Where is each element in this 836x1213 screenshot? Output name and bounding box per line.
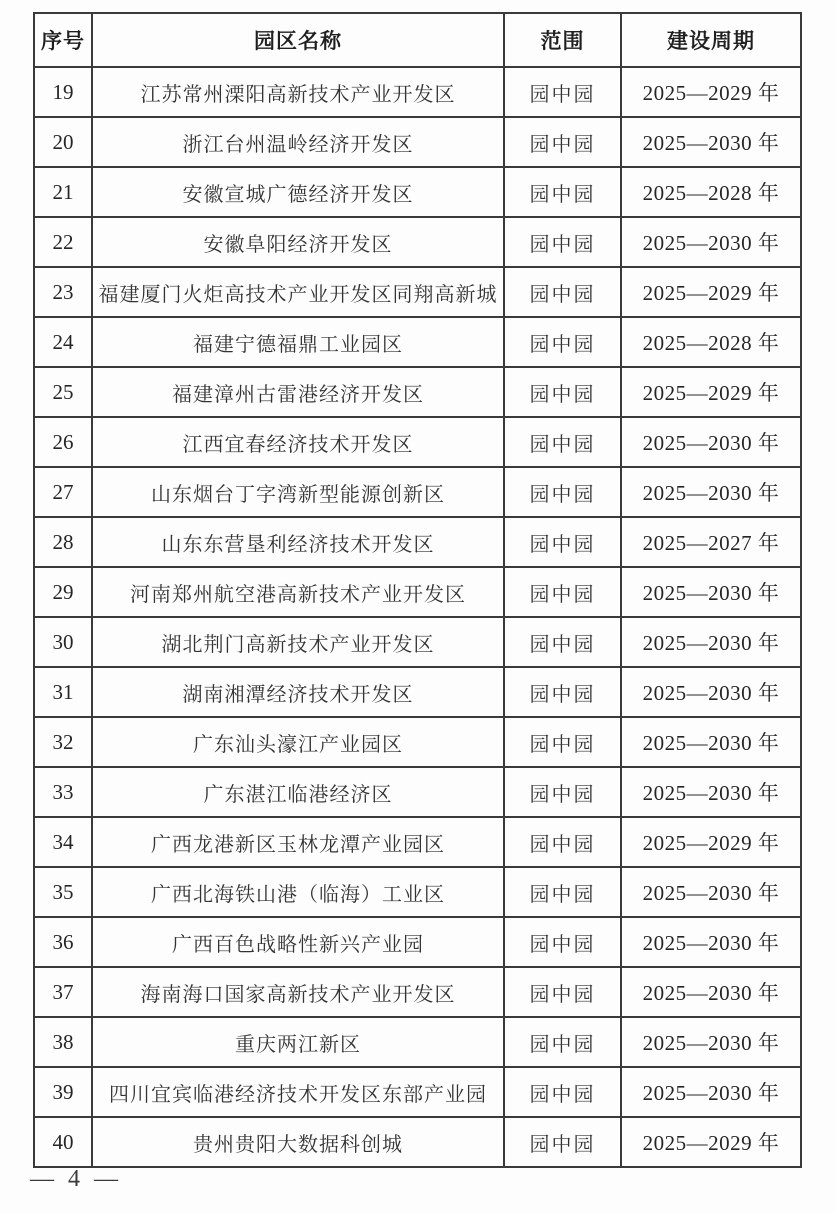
table-row [34, 267, 801, 317]
header-row [34, 13, 801, 67]
table-row [34, 617, 801, 667]
scope-cell: 园中园 [504, 717, 621, 767]
park-name-cell: 广东湛江临港经济区 [92, 767, 504, 817]
row-number-cell: 37 [34, 967, 92, 1017]
period-cell: 2025—2030 年 [621, 767, 801, 817]
period-cell: 2025—2029 年 [621, 67, 801, 117]
row-number-cell: 25 [34, 367, 92, 417]
period-cell: 2025—2029 年 [621, 817, 801, 867]
park-name-cell: 河南郑州航空港高新技术产业开发区 [92, 567, 504, 617]
period-cell: 2025—2030 年 [621, 467, 801, 517]
scope-cell: 园中园 [504, 1117, 621, 1167]
scope-cell: 园中园 [504, 467, 621, 517]
row-number-cell: 35 [34, 867, 92, 917]
row-number-cell: 26 [34, 417, 92, 467]
table-row [34, 667, 801, 717]
period-cell: 2025—2030 年 [621, 867, 801, 917]
table-row [34, 67, 801, 117]
scope-cell: 园中园 [504, 167, 621, 217]
table-row [34, 1067, 801, 1117]
park-name-cell: 浙江台州温岭经济开发区 [92, 117, 504, 167]
park-name-cell: 福建漳州古雷港经济开发区 [92, 367, 504, 417]
period-cell: 2025—2029 年 [621, 367, 801, 417]
table-row [34, 517, 801, 567]
park-name-cell: 山东烟台丁字湾新型能源创新区 [92, 467, 504, 517]
scope-cell: 园中园 [504, 317, 621, 367]
row-number-cell: 33 [34, 767, 92, 817]
table-row [34, 217, 801, 267]
table-row [34, 967, 801, 1017]
park-name-cell: 江西宜春经济技术开发区 [92, 417, 504, 467]
table-row [34, 817, 801, 867]
park-name-cell: 广东汕头濠江产业园区 [92, 717, 504, 767]
scope-cell: 园中园 [504, 667, 621, 717]
period-cell: 2025—2028 年 [621, 167, 801, 217]
scope-cell: 园中园 [504, 917, 621, 967]
scope-cell: 园中园 [504, 567, 621, 617]
park-name-cell: 贵州贵阳大数据科创城 [92, 1117, 504, 1167]
table-row [34, 917, 801, 967]
park-name-cell: 江苏常州溧阳高新技术产业开发区 [92, 67, 504, 117]
park-name-cell: 海南海口国家高新技术产业开发区 [92, 967, 504, 1017]
scope-cell: 园中园 [504, 817, 621, 867]
row-number-cell: 30 [34, 617, 92, 667]
table-row [34, 717, 801, 767]
scope-cell: 园中园 [504, 217, 621, 267]
scope-cell: 园中园 [504, 867, 621, 917]
table-row [34, 1017, 801, 1067]
park-name-cell: 重庆两江新区 [92, 1017, 504, 1067]
park-name-cell: 广西北海铁山港（临海）工业区 [92, 867, 504, 917]
scope-cell: 园中园 [504, 967, 621, 1017]
park-list-table-wrap [33, 12, 800, 1168]
table-row [34, 317, 801, 367]
period-cell: 2025—2030 年 [621, 417, 801, 467]
row-number-cell: 27 [34, 467, 92, 517]
table-row [34, 1117, 801, 1167]
period-cell: 2025—2029 年 [621, 267, 801, 317]
scope-cell: 园中园 [504, 67, 621, 117]
period-cell: 2025—2030 年 [621, 717, 801, 767]
scope-cell: 园中园 [504, 117, 621, 167]
period-cell: 2025—2030 年 [621, 1017, 801, 1067]
scope-cell: 园中园 [504, 1017, 621, 1067]
page-number: — 4 — [30, 1166, 122, 1192]
row-number-cell: 36 [34, 917, 92, 967]
scope-cell: 园中园 [504, 617, 621, 667]
table-row [34, 867, 801, 917]
table-row [34, 117, 801, 167]
scope-cell: 园中园 [504, 417, 621, 467]
header-cell-no: 序号 [34, 13, 92, 67]
period-cell: 2025—2030 年 [621, 567, 801, 617]
scope-cell: 园中园 [504, 1067, 621, 1117]
row-number-cell: 31 [34, 667, 92, 717]
park-name-cell: 福建宁德福鼎工业园区 [92, 317, 504, 367]
table-row [34, 167, 801, 217]
park-name-cell: 安徽阜阳经济开发区 [92, 217, 504, 267]
header-cell-scope: 范围 [504, 13, 621, 67]
park-name-cell: 安徽宣城广德经济开发区 [92, 167, 504, 217]
row-number-cell: 22 [34, 217, 92, 267]
row-number-cell: 32 [34, 717, 92, 767]
park-name-cell: 湖北荆门高新技术产业开发区 [92, 617, 504, 667]
row-number-cell: 28 [34, 517, 92, 567]
park-name-cell: 福建厦门火炬高技术产业开发区同翔高新城 [92, 267, 504, 317]
row-number-cell: 19 [34, 67, 92, 117]
row-number-cell: 38 [34, 1017, 92, 1067]
row-number-cell: 20 [34, 117, 92, 167]
row-number-cell: 40 [34, 1117, 92, 1167]
row-number-cell: 21 [34, 167, 92, 217]
table-row [34, 367, 801, 417]
period-cell: 2025—2030 年 [621, 1067, 801, 1117]
row-number-cell: 39 [34, 1067, 92, 1117]
table-row [34, 567, 801, 617]
park-list-table [33, 12, 802, 1168]
scope-cell: 园中园 [504, 767, 621, 817]
table-body [34, 67, 801, 1167]
header-cell-name: 园区名称 [92, 13, 504, 67]
park-name-cell: 广西龙港新区玉林龙潭产业园区 [92, 817, 504, 867]
scope-cell: 园中园 [504, 267, 621, 317]
period-cell: 2025—2030 年 [621, 917, 801, 967]
park-name-cell: 山东东营垦利经济技术开发区 [92, 517, 504, 567]
period-cell: 2025—2028 年 [621, 317, 801, 367]
period-cell: 2025—2030 年 [621, 217, 801, 267]
row-number-cell: 23 [34, 267, 92, 317]
row-number-cell: 34 [34, 817, 92, 867]
park-name-cell: 四川宜宾临港经济技术开发区东部产业园 [92, 1067, 504, 1117]
table-header [34, 13, 801, 67]
period-cell: 2025—2030 年 [621, 117, 801, 167]
header-cell-period: 建设周期 [621, 13, 801, 67]
table-row [34, 467, 801, 517]
scope-cell: 园中园 [504, 517, 621, 567]
period-cell: 2025—2027 年 [621, 517, 801, 567]
period-cell: 2025—2030 年 [621, 617, 801, 667]
park-name-cell: 广西百色战略性新兴产业园 [92, 917, 504, 967]
table-row [34, 417, 801, 467]
period-cell: 2025—2029 年 [621, 1117, 801, 1167]
table-row [34, 767, 801, 817]
park-name-cell: 湖南湘潭经济技术开发区 [92, 667, 504, 717]
row-number-cell: 24 [34, 317, 92, 367]
period-cell: 2025—2030 年 [621, 967, 801, 1017]
row-number-cell: 29 [34, 567, 92, 617]
scope-cell: 园中园 [504, 367, 621, 417]
period-cell: 2025—2030 年 [621, 667, 801, 717]
